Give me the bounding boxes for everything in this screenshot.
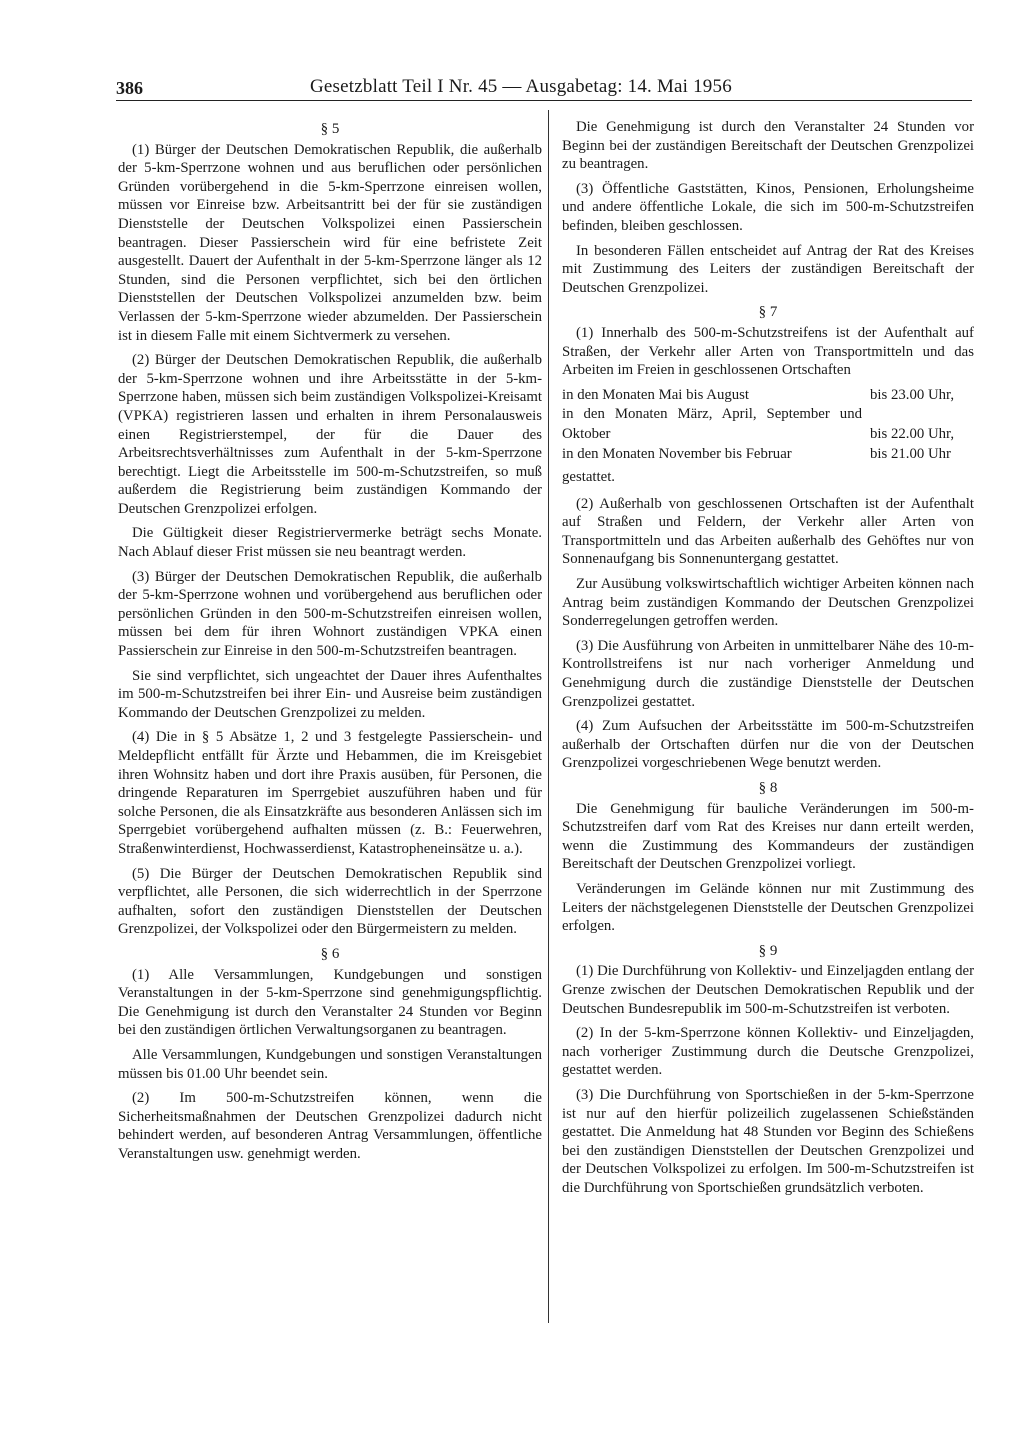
paragraph: (4) Zum Aufsuchen der Arbeitsstätte im 500-m-Schutzstreifen außerhalb der Ortschaften dürfen nur die von der Deutschen Grenzpolizei vorgeschriebenen Wege benutzt werden. [562, 718, 974, 772]
header-rule [116, 100, 972, 101]
paragraph: Sie sind verpflichtet, sich ungeachtet der Dauer ihres Aufenthaltes im 500-m-Schutzstreifen bei ihrer Ein- und Ausreise beim zuständigen Kommando der Deutschen Grenzpolizei zu melden. [118, 667, 542, 721]
paragraph: (3) Bürger der Deutschen Demokratischen Republik, die außerhalb der 5-km-Sperrzone wohnen und vorübergehend aus beruflichen oder persönlichen Gründen in den 500-m-Schutzstreifen einreisen wollen, müssen bei dem für ihren Wohnort zuständigen VPKA einen Passierschein zur Einreise in den 500-m-Schutzstreifen beantragen. [118, 568, 542, 660]
paragraph: Die Gültigkeit dieser Registriervermerke beträgt sechs Monate. Nach Ablauf dieser Frist müssen sie neu beantragt werden. [118, 525, 542, 561]
paragraph: (2) Bürger der Deutschen Demokratischen Republik, die außerhalb der 5-km-Sperrzone wohnen und ihre Arbeitsstätte in der 5-km-Sperrzone haben, müssen sich beim zuständigen Volkspolizei-Kreisamt (VPKA) registrieren lassen und erhalten in ihrem Personalausweis einen Registrierstempel, der für die Dauer des Arbeitsrechtsverhältnisses zum Aufenthalt in der 5-km-Sperrzone berechtigt. Liegt die Arbeitsstelle im 500-m-Schutzstreifen, so muß außerdem die Registrierung beim zuständigen Kommando der Deutschen Grenzpolizei erfolgen. [118, 352, 542, 517]
paragraph: Die Genehmigung ist durch den Veranstalter 24 Stunden vor Beginn bei der zuständigen Bereitschaft der Deutschen Grenzpolizei zu beantragen. [562, 119, 974, 173]
page-header [116, 76, 972, 102]
section-heading-6: § 6 [320, 945, 340, 962]
paragraph: (1) Innerhalb des 500-m-Schutzstreifens ist der Aufenthalt auf Straßen, der Verkehr aller Arten von Transportmitteln und das Arbeiten im Freien in geschlossenen Ortschaften [562, 324, 974, 379]
paragraph: (3) Öffentliche Gaststätten, Kinos, Pensionen, Erholungsheime und andere öffentliche Lokale, die sich im 500-m-Schutzstreifen befinden, bleiben geschlossen. [562, 180, 974, 234]
time-limit: bis 22.00 Uhr, [870, 425, 955, 442]
section-heading-7: § 7 [758, 304, 778, 321]
paragraph: (2) In der 5-km-Sperrzone können Kollektiv- und Einzeljagden, nach vorheriger Zustimmung durch die Deutsche Grenzpolizei, gestattet werden. [562, 1025, 974, 1079]
column-divider [548, 110, 549, 1323]
right-column [562, 118, 974, 1203]
paragraph: (1) Die Durchführung von Kollektiv- und Einzeljagden entlang der Grenze zwischen der Deutschen Demokratischen Republik und der Deutschen Bundesrepublik im 500-m-Schutzstreifen ist verboten. [562, 963, 974, 1017]
paragraph: Die Genehmigung für bauliche Veränderungen im 500-m-Schutzstreifen darf vom Rat des Kreises nur dann erteilt werden, wenn die Zustimmung des Kommandeurs der zuständigen Bereitschaft der Deutschen Grenzpolizei vorliegt. [562, 800, 974, 873]
curfew-times-table [562, 386, 974, 464]
time-period: in den Monaten November bis Februar [562, 445, 792, 462]
section-heading-9: § 9 [758, 942, 778, 959]
paragraph: (1) Bürger der Deutschen Demokratischen Republik, die außerhalb der 5-km-Sperrzone wohnen und aus beruflichen oder persönlichen Gründen vorübergehend in die 5-km-Sperrzone einreisen wollen, müssen vor Einreise bzw. Arbeitsantritt bei der für sie zuständigen Dienststelle der Deutschen Volkspolizei einen Passierschein beantragen. Dieser Passierschein wird für eine befristete Zeit ausgestellt. Dauert der Aufenthalt in der 5-km-Sperrzone länger als 12 Stunden, sind die Personen verpflichtet, sich bei den örtlichen Dienststellen der Deutschen Volkspolizei anzumelden bzw. beim Verlassen der 5-km-Sperrzone wieder abzumelden. Der Passierschein ist in diesem Falle mit einem Sichtvermerk zu versehen. [118, 141, 542, 344]
left-column [118, 118, 542, 1169]
paragraph: Zur Ausübung volkswirtschaftlich wichtiger Arbeiten können nach Antrag beim zuständigen Kommando der Deutschen Grenzpolizei Sonderregelungen getroffen werden. [562, 576, 974, 630]
paragraph: (3) Die Ausführung von Arbeiten in unmittelbarer Nähe des 10-m-Kontrollstreifens ist nur nach vorheriger Anmeldung und Genehmigung durch die zuständige Dienststelle der Deutschen Grenzpolizei gestattet. [562, 637, 974, 710]
paragraph: In besonderen Fällen entscheidet auf Antrag der Rat des Kreises mit Zustimmung des Leiters der zuständigen Bereitschaft der Deutschen Grenzpolizei. [562, 242, 974, 296]
paragraph: (2) Außerhalb von geschlossenen Ortschaften ist der Aufenthalt auf Straßen und Feldern, der Verkehr aller Arten von Transportmitteln und das Arbeiten außerhalb des Gehöftes nur von Sonnenaufgang bis Sonnenuntergang gestattet. [562, 495, 974, 568]
time-limit: bis 21.00 Uhr [870, 445, 951, 462]
paragraph: (2) Im 500-m-Schutzstreifen können, wenn die Sicherheitsmaßnahmen der Deutschen Grenzpolizei dadurch nicht behindert werden, auf besonderen Antrag Versammlungen, öffentliche Veranstaltungen usw. genehmigt werden. [118, 1090, 542, 1162]
paragraph: Alle Versammlungen, Kundgebungen und sonstigen Veranstaltungen müssen bis 01.00 Uhr beendet sein. [118, 1046, 542, 1082]
paragraph: gestattet. [562, 469, 616, 486]
section-heading-8: § 8 [758, 780, 778, 796]
paragraph: (3) Die Durchführung von Sportschießen in der 5-km-Sperrzone ist nur auf den hierfür polizeilich zugelassenen Schießständen gestattet. Die Anmeldung hat 48 Stunden vor Beginn des Schießens bei den zuständigen Dienststellen der Deutschen Grenzpolizei und der Deutschen Volkspolizei zu erfolgen. Im 500-m-Schutzstreifen ist die Durchführung von Sportschießen grundsätzlich verboten. [562, 1086, 974, 1196]
table-row [562, 386, 974, 406]
time-limit: bis 23.00 Uhr, [870, 386, 955, 403]
page-number: 386 [116, 78, 143, 98]
table-row [562, 445, 974, 465]
time-period: in den Monaten Mai bis August [562, 386, 750, 403]
paragraph: (5) Die Bürger der Deutschen Demokratischen Republik sind verpflichtet, alle Personen, die sich widerrechtlich in der Sperrzone aufhalten, sofort den zuständigen Dienststellen der Deutschen Grenzpolizei, der Volkspolizei oder den Bürgermeistern zu melden. [118, 865, 542, 938]
paragraph: (4) Die in § 5 Absätze 1, 2 und 3 festgelegte Passierschein- und Meldepflicht entfällt für Ärzte und Hebammen, die im Kreisgebiet ihren Wohnsitz haben und dort ihre Praxis ausüben, für Personen, die dringende Reparaturen im Sperrgebiet auszuführen haben und für solche Personen, die als Einsatzkräfte aus besonderen Anlässen sich im Sperrgebiet vorübergehend aufhalten müssen (z. B.: Feuerwehren, Straßenwinterdienst, Hochwasserdienst, Katastropheneinsätze u. a.). [118, 729, 542, 857]
running-header: Gesetzblatt Teil I Nr. 45 — Ausgabetag: 14. Mai 1956 [310, 76, 732, 97]
section-heading-5: § 5 [320, 121, 340, 137]
table-row [562, 405, 974, 444]
time-period: in den Monaten März, April, September und Oktober [562, 406, 862, 442]
paragraph: Veränderungen im Gelände können nur mit Zustimmung des Leiters der nächstgelegenen Dienststelle der Deutschen Grenzpolizei erfolgen. [562, 880, 974, 935]
paragraph: (1) Alle Versammlungen, Kundgebungen und sonstigen Veranstaltungen in der 5-km-Sperrzone sind genehmigungspflichtig. Die Genehmigung ist durch den Veranstalter 24 Stunden vor Beginn bei den zuständigen örtlichen Verwaltungsorganen zu beantragen. [118, 966, 542, 1039]
